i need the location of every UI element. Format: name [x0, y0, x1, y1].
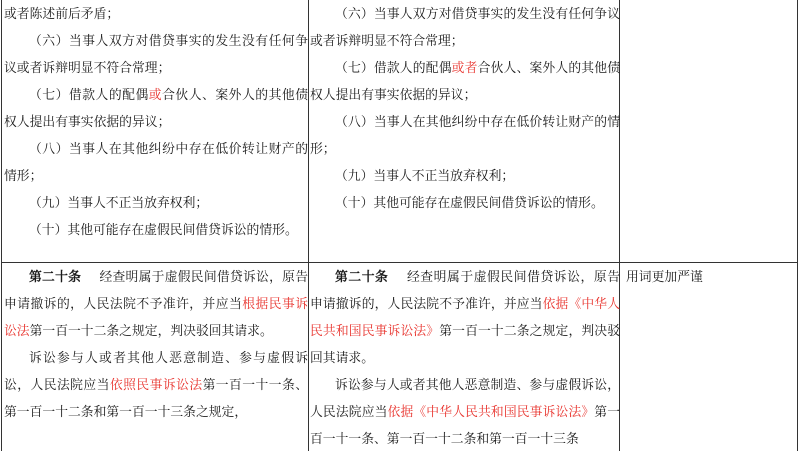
clause-10: （十）其他可能存在虚假民间借贷诉讼的情形。 [29, 223, 298, 238]
article-number: 第二十条 [335, 270, 389, 285]
cell-note-bottom [622, 264, 797, 451]
clause-9: （九）当事人不正当放弃权利； [335, 169, 515, 184]
row-divider [1, 262, 798, 263]
cell-revised-article-20 [310, 264, 620, 451]
cell-original-article-20 [4, 264, 308, 451]
cell-note-top [622, 0, 797, 262]
clause-7: （七）借款人的配偶或者合伙人、案外人的其他债权人提出有事实依据的异议； [310, 61, 620, 103]
article-20-paragraph-1: 第二十条 经查明属于虚假民间借贷诉讼，原告申请撤诉的，人民法院不予准许，并应当依据《中华人民共和国民事诉讼法》第一百一十二条之规定，判决驳回其请求。 [310, 270, 620, 366]
article-20-paragraph-2: 诉讼参与人或者其他人恶意制造、参与虚假诉讼，人民法院应当依照民事诉讼法第一百一十一条、第一百一十二条和第一百一十三条之规定， [4, 351, 308, 420]
clause-8: （八）当事人在其他纠纷中存在低价转让财产的情形； [4, 142, 308, 184]
revision-note: 用词更加严谨 [626, 270, 703, 285]
cell-original-clauses [4, 0, 308, 262]
right-border [797, 0, 798, 451]
article-number: 第二十条 [29, 270, 82, 285]
cell-revised-clauses [310, 0, 620, 262]
clause-8: （八）当事人在其他纠纷中存在低价转让财产的情形； [310, 115, 620, 157]
clause-6: （六）当事人双方对借贷事实的发生没有任何争议或者诉辩明显不符合常理； [4, 34, 308, 76]
clause-9: （九）当事人不正当放弃权利； [29, 196, 209, 211]
article-20-paragraph-1: 第二十条 经查明属于虚假民间借贷诉讼，原告申请撤诉的，人民法院不予准许，并应当根据民事诉讼法第一百一十二条之规定，判决驳回其请求。 [4, 270, 308, 339]
clause-6: （六）当事人双方对借贷事实的发生没有任何争议或者诉辩明显不符合常理； [310, 7, 620, 49]
column-divider-1 [308, 0, 309, 451]
clause-7: （七）借款人的配偶或合伙人、案外人的其他债权人提出有事实依据的异议； [4, 88, 308, 130]
clause-continuation: 或者陈述前后矛盾； [4, 7, 120, 22]
article-20-paragraph-2: 诉讼参与人或者其他人恶意制造、参与虚假诉讼，人民法院应当依据《中华人民共和国民事诉讼法》第一百一十一条、第一百一十二条和第一百一十三条 [310, 378, 620, 447]
left-border [1, 0, 2, 451]
clause-10: （十）其他可能存在虚假民间借贷诉讼的情形。 [335, 196, 604, 211]
